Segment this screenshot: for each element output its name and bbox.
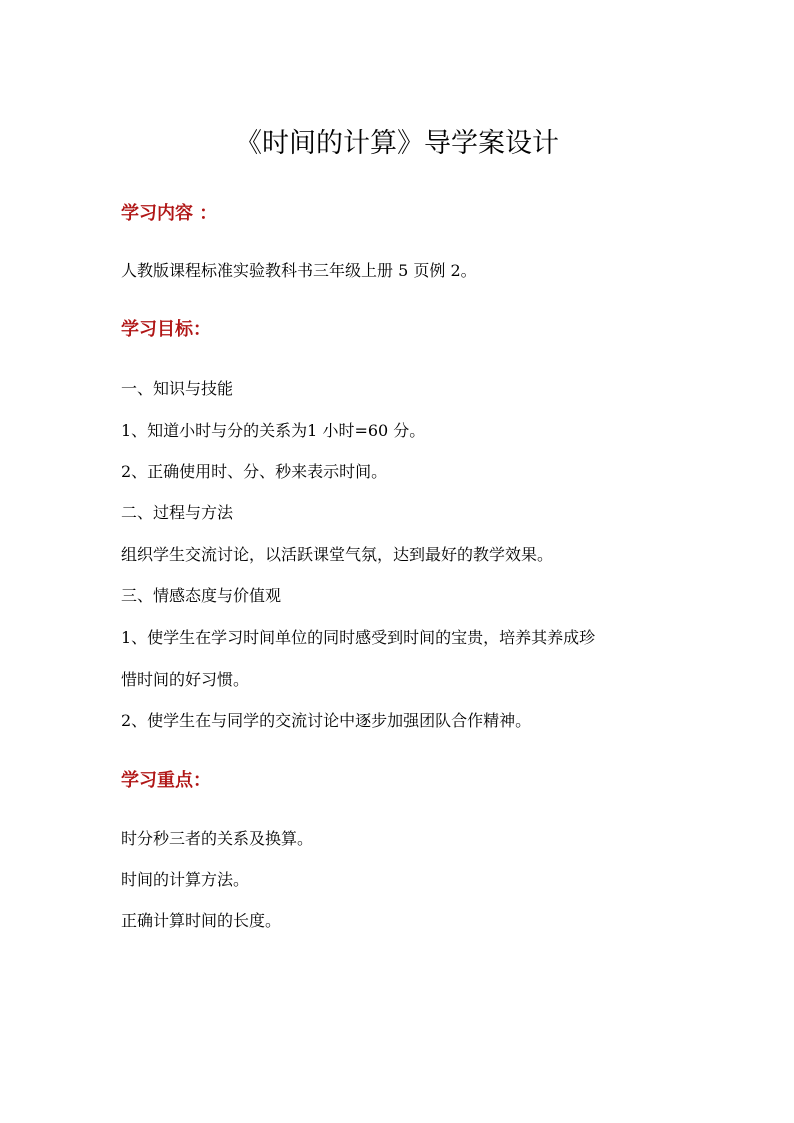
keypoint-line: 时分秒三者的关系及换算。 xyxy=(121,829,314,848)
section-heading-content: 学习内容 ： xyxy=(121,203,218,224)
objective-line: 二、过程与方法 xyxy=(121,503,234,522)
objective-line: 1、使学生在学习时间单位的同时感受到时间的宝贵，培养其养成珍 xyxy=(121,628,596,647)
objective-line: 1、知道小时与分的关系为1 小时=60 分。 xyxy=(121,421,426,440)
keypoint-line: 时间的计算方法。 xyxy=(121,870,250,889)
content-line: 人教版课程标准实验教科书三年级上册 5 页例 2。 xyxy=(121,261,477,280)
objective-line: 一、知识与技能 xyxy=(121,379,234,398)
objective-line: 2、使学生在与同学的交流讨论中逐步加强团队合作精神。 xyxy=(121,711,532,730)
keypoint-line: 正确计算时间的长度。 xyxy=(121,911,282,930)
objective-line: 惜时间的好习惯。 xyxy=(121,670,250,689)
section-heading-objectives: 学习目标： xyxy=(121,319,211,340)
document-title: 《时间的计算》导学案设计 xyxy=(235,128,559,159)
section-heading-keypoints: 学习重点： xyxy=(121,770,211,791)
objective-line: 2、正确使用时、分、秒来表示时间。 xyxy=(121,462,388,481)
objective-line: 组织学生交流讨论，以活跃课堂气氛，达到最好的教学效果。 xyxy=(121,545,554,564)
objective-line: 三、情感态度与价值观 xyxy=(121,586,282,605)
